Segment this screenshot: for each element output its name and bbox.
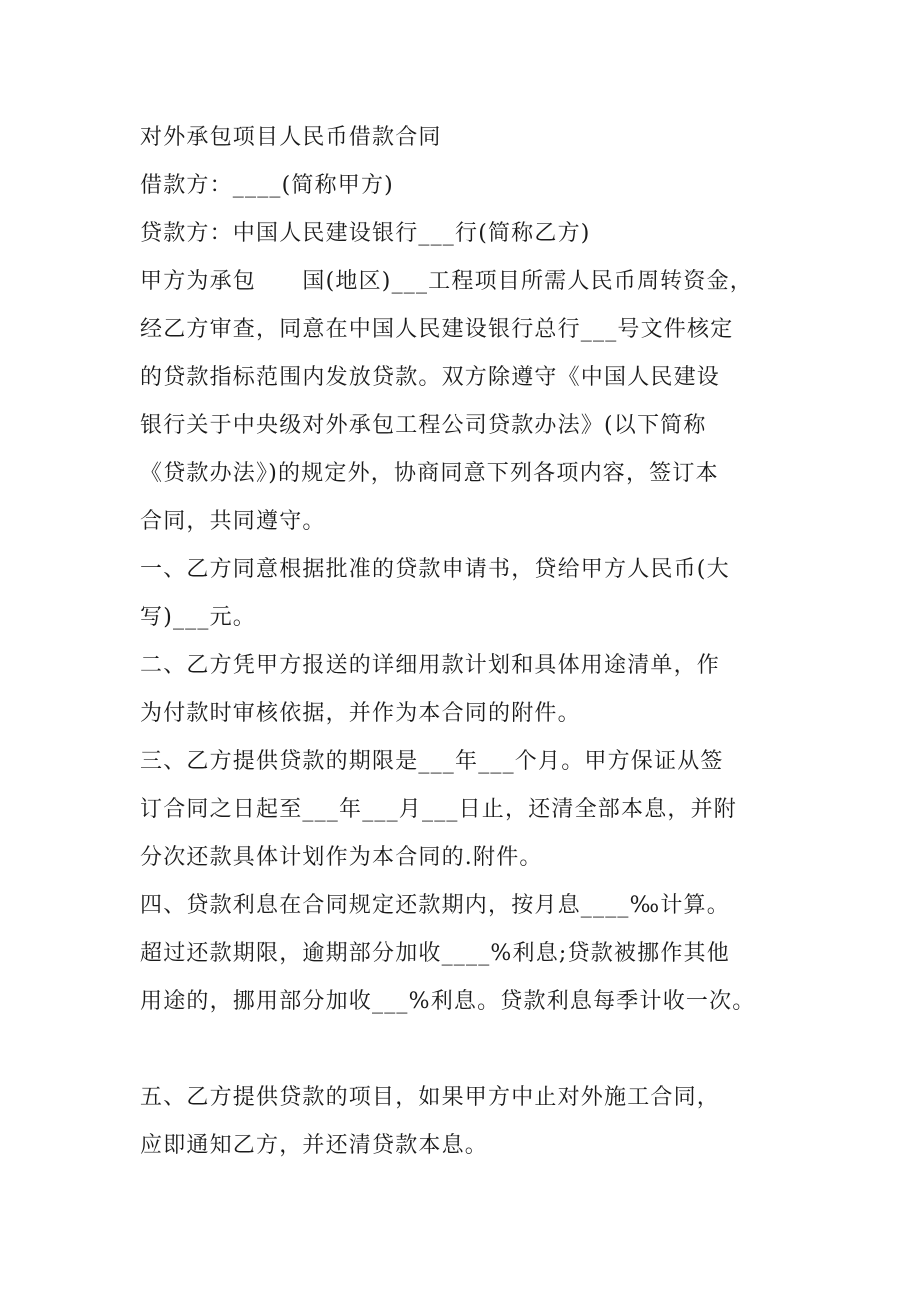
document-title: 对外承包项目人民币借款合同 <box>140 125 442 150</box>
lender-line: 贷款方：中国人民建设银行___行(简称乙方) <box>140 221 591 246</box>
clause-4-line-1: 四、贷款利息在合同规定还款期内，按月息____‰计算。 <box>140 893 730 918</box>
paragraph-gap <box>140 1026 780 1074</box>
clause-5-line-2: 应即通知乙方，并还清贷款本息。 <box>140 1133 489 1158</box>
preamble-line-3: 的贷款指标范围内发放贷款。双方除遵守《中国人民建设 <box>140 365 721 390</box>
preamble-line-1: 甲方为承包 国(地区)___工程项目所需人民币周转资金， <box>140 269 753 294</box>
preamble-line-6: 合同，共同遵守。 <box>140 509 326 534</box>
clause-3-line-2: 订合同之日起至___年___月___日止，还清全部本息，并附 <box>140 797 738 822</box>
clause-1-line-2: 写)___元。 <box>140 605 256 630</box>
borrower-line: 借款方：____(简称甲方) <box>140 173 394 198</box>
clause-1-line-1: 一、乙方同意根据批准的贷款申请书，贷给甲方人民币(大 <box>140 557 730 582</box>
clause-4-line-3: 用途的，挪用部分加收___%利息。贷款利息每季计收一次。 <box>140 989 756 1014</box>
clause-5-line-1: 五、乙方提供贷款的项目，如果甲方中止对外施工合同， <box>140 1085 721 1110</box>
preamble-line-5: 《贷款办法》)的规定外，协商同意下列各项内容，签订本 <box>140 461 719 486</box>
clause-4-line-2: 超过还款期限，逾期部分加收____%利息;贷款被挪作其他 <box>140 941 730 966</box>
clause-3-line-3: 分次还款具体计划作为本合同的.附件。 <box>140 845 543 870</box>
clause-3-line-1: 三、乙方提供贷款的期限是___年___个月。甲方保证从签 <box>140 749 724 774</box>
preamble-line-4: 银行关于中央级对外承包工程公司贷款办法》(以下简称 <box>140 413 707 438</box>
preamble-line-2: 经乙方审查，同意在中国人民建设银行总行___号文件核定 <box>140 317 734 342</box>
clause-2-line-1: 二、乙方凭甲方报送的详细用款计划和具体用途清单，作 <box>140 653 721 678</box>
contract-body <box>140 114 780 1170</box>
clause-2-line-2: 为付款时审核依据，并作为本合同的附件。 <box>140 701 581 726</box>
